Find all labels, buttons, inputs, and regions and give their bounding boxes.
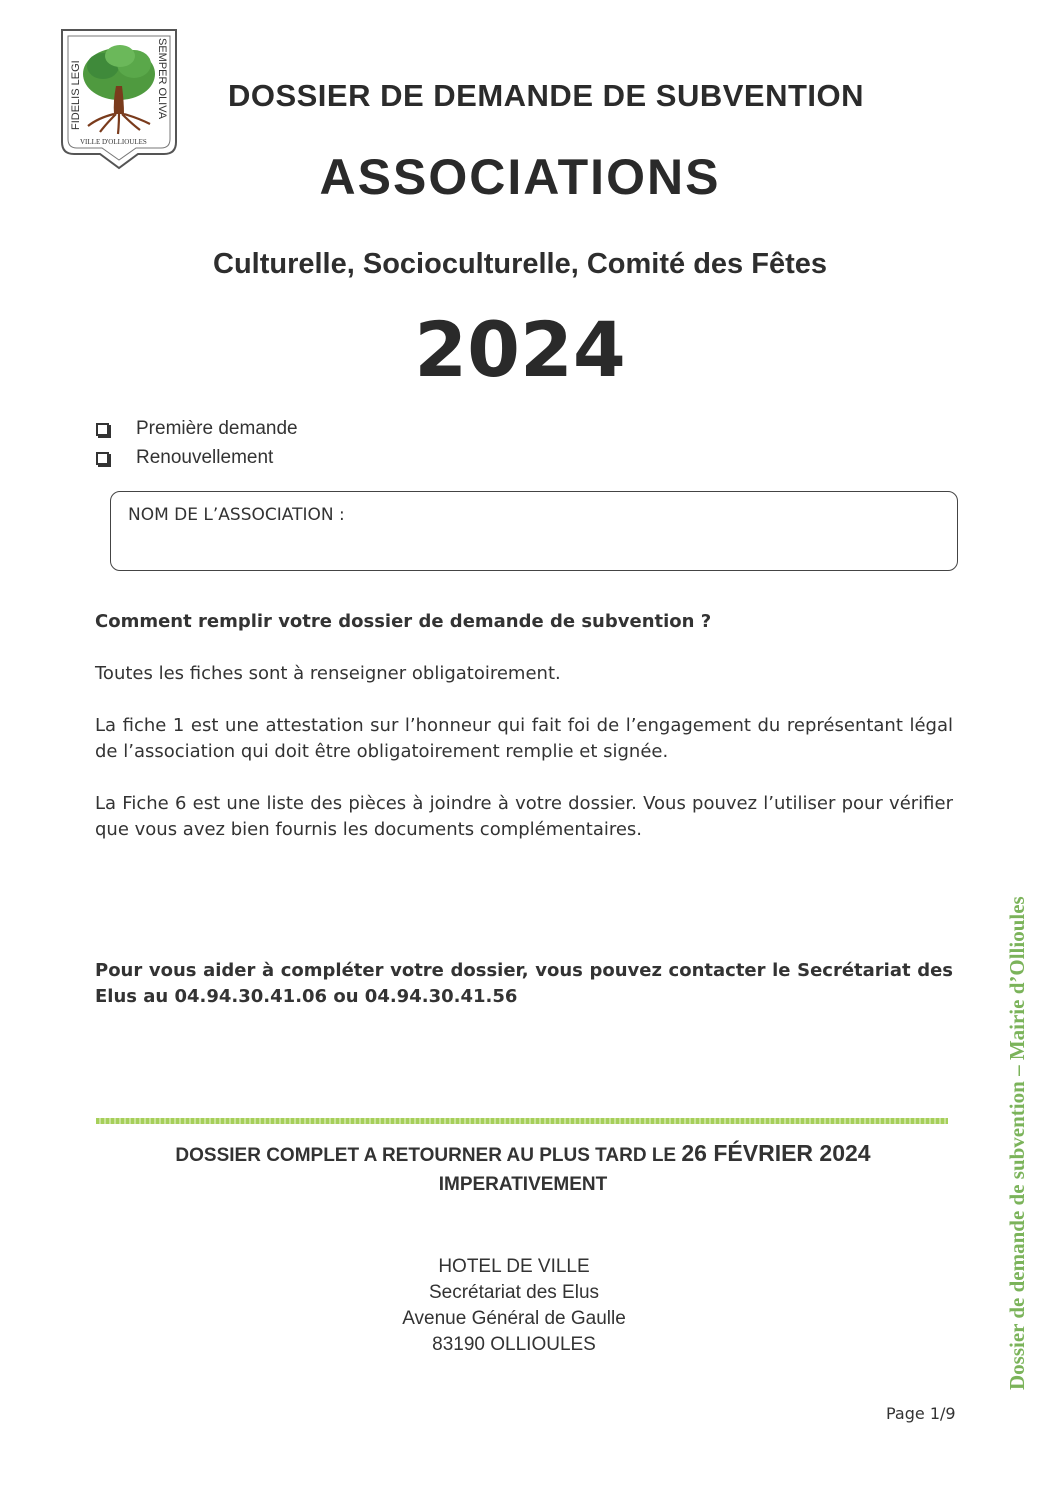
association-name-input[interactable] <box>128 530 942 562</box>
crest-motto-left: FIDELIS LEGI <box>70 60 82 130</box>
checkbox-row-renewal[interactable] <box>96 445 273 471</box>
first-request-checkbox[interactable] <box>96 423 109 436</box>
renewal-checkbox[interactable] <box>96 452 109 465</box>
deadline-note: IMPERATIVEMENT <box>438 1174 608 1195</box>
address-line-2: Secrétariat des Elus <box>428 1282 600 1303</box>
main-title: ASSOCIATIONS <box>319 149 721 205</box>
instructions-paragraph-1: Toutes les fiches sont à renseigner obligatoirement. <box>95 663 561 684</box>
instructions-paragraph-2: La fiche 1 est une attestation sur l’honneur qui fait foi de l’engagement du représentant légal de l’association qui doit être obligatoirement remplie et signée. <box>95 715 953 762</box>
first-request-label: Première demande <box>136 418 298 439</box>
address-line-1: HOTEL DE VILLE <box>438 1256 590 1277</box>
green-divider <box>96 1118 948 1124</box>
crest-motto-right: SEMPER OLIVA <box>156 38 168 120</box>
document-title: DOSSIER DE DEMANDE DE SUBVENTION <box>227 78 865 113</box>
association-name-label: NOM DE L’ASSOCIATION : <box>128 505 345 525</box>
deadline-date: 26 FÉVRIER 2024 <box>681 1140 871 1166</box>
town-crest-logo <box>58 26 180 172</box>
page-number: Page 1/9 <box>886 1404 956 1423</box>
address-line-4: 83190 OLLIOULES <box>432 1334 596 1355</box>
instructions-paragraph-3: La Fiche 6 est une liste des pièces à joindre à votre dossier. Vous pouvez l’utiliser pour vérifier que vous avez bien fournis les documents complémentaires. <box>95 793 953 840</box>
deadline-line <box>100 1140 946 1167</box>
year-heading: 2024 <box>414 305 626 394</box>
renewal-label: Renouvellement <box>136 447 274 468</box>
crest-town-text: VILLE D'OLLIOULES <box>80 138 147 146</box>
vertical-side-note: Dossier de demande de subvention – Mairie d’Ollioules <box>1005 896 1029 1390</box>
address-line-3: Avenue Général de Gaulle <box>402 1308 626 1329</box>
instructions-heading: Comment remplir votre dossier de demande de subvention ? <box>95 611 712 632</box>
checkbox-row-first-request[interactable] <box>96 416 298 442</box>
contact-paragraph: Pour vous aider à compléter votre dossier, vous pouvez contacter le Secrétariat des Elus au 04.94.30.41.06 ou 04.94.30.41.56 <box>95 960 953 1007</box>
subtitle: Culturelle, Socioculturelle, Comité des Fêtes <box>213 248 827 280</box>
deadline-prefix: DOSSIER COMPLET A RETOURNER AU PLUS TARD LE <box>175 1145 677 1166</box>
